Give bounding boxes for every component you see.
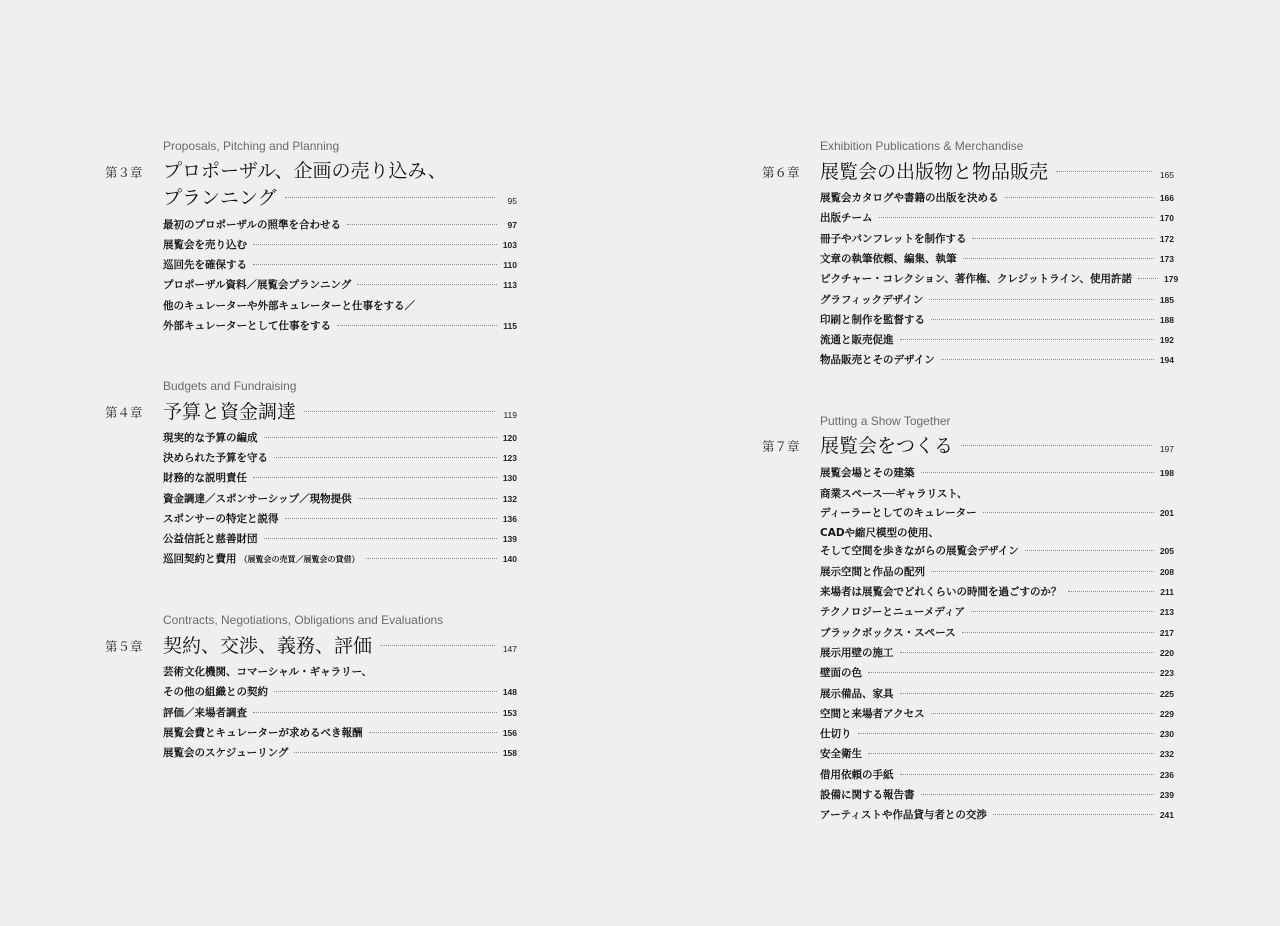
toc-entry[interactable] xyxy=(820,543,1174,558)
chapter-7-page: 197 xyxy=(1159,444,1174,454)
leader-dots xyxy=(357,284,497,285)
toc-entry-page: 132 xyxy=(502,494,517,504)
leader-dots xyxy=(931,571,1154,572)
toc-entry[interactable] xyxy=(820,625,1174,640)
leader-dots xyxy=(963,258,1154,259)
toc-entry-page: 208 xyxy=(1159,567,1174,577)
toc-entry-page: 225 xyxy=(1159,689,1174,699)
toc-entry[interactable] xyxy=(163,705,517,720)
toc-entry-label: スポンサーの特定と説得 xyxy=(163,513,279,525)
toc-entry[interactable] xyxy=(820,505,1174,520)
toc-entry-label: 展覧会費とキュレーターが求めるべき報酬 xyxy=(163,727,363,739)
toc-entry-label: 財務的な説明責任 xyxy=(163,472,247,484)
leader-dots xyxy=(264,538,497,539)
leader-dots xyxy=(929,299,1153,300)
chapter-5-english-title: Contracts, Negotiations, Obligations and Evaluations xyxy=(163,613,444,627)
toc-entry-page: 139 xyxy=(502,534,517,544)
toc-entry-page: 123 xyxy=(502,453,517,463)
toc-entry-label: 展覧会のスケジューリング xyxy=(163,747,289,759)
toc-entry-label: 流通と販売促進 xyxy=(820,334,894,346)
toc-entry[interactable] xyxy=(820,604,1174,619)
chapter-6-page: 165 xyxy=(1159,170,1174,180)
toc-entry-page: 241 xyxy=(1159,810,1174,820)
toc-entry-page: 220 xyxy=(1159,648,1174,658)
toc-entry[interactable] xyxy=(163,298,415,313)
toc-entry[interactable] xyxy=(163,318,517,333)
chapter-3-english-title: Proposals, Pitching and Planning xyxy=(163,139,340,153)
toc-entry-page: 223 xyxy=(1159,668,1174,678)
toc-entry-label: 資金調達／スポンサーシップ／現物提供 xyxy=(163,493,352,505)
toc-entry-label: 最初のプロポーザルの照準を合わせる xyxy=(163,219,341,231)
toc-entry[interactable] xyxy=(163,430,517,445)
toc-entry-label: 物品販売とそのデザイン xyxy=(820,354,935,366)
toc-entry-label: ブラックボックス・スペース xyxy=(820,627,956,639)
toc-entry-page: 97 xyxy=(507,220,517,230)
toc-entry[interactable] xyxy=(820,564,1174,579)
toc-entry[interactable] xyxy=(163,217,517,232)
leader-dots xyxy=(921,472,1154,473)
leader-dots xyxy=(337,325,497,326)
leader-dots xyxy=(858,733,1154,734)
chapter-4-page: 119 xyxy=(503,410,517,420)
toc-entry[interactable] xyxy=(820,486,967,501)
leader-dots xyxy=(1068,591,1155,592)
leader-dots xyxy=(962,632,1154,633)
toc-entry-label: その他の組織との契約 xyxy=(163,686,268,698)
leader-dots xyxy=(285,518,497,519)
toc-entry-note: （展覧会の売買／展覧会の貸借） xyxy=(239,555,360,564)
toc-entry-label: 商業スペース──ギャラリスト、 xyxy=(820,488,968,500)
leader-dots xyxy=(274,457,497,458)
toc-entry-page: 192 xyxy=(1159,335,1174,345)
toc-entry-page: 232 xyxy=(1159,749,1174,759)
chapter-5-title-line[interactable] xyxy=(163,631,517,658)
toc-entry-label: 安全衛生 xyxy=(820,748,862,760)
leader-dots xyxy=(1056,171,1152,172)
toc-entry[interactable] xyxy=(820,332,1174,347)
toc-entry[interactable] xyxy=(820,584,1174,599)
toc-entry[interactable] xyxy=(820,746,1174,761)
toc-entry-page: 205 xyxy=(1159,546,1174,556)
leader-dots xyxy=(879,217,1154,218)
chapter-5-page: 147 xyxy=(502,644,517,654)
leader-dots xyxy=(868,753,1154,754)
toc-entry-label: そして空間を歩きながらの展覧会デザイン xyxy=(820,545,1019,557)
leader-dots xyxy=(941,359,1154,360)
leader-dots xyxy=(961,445,1152,446)
toc-entry-label: 展示備品、家具 xyxy=(820,688,894,700)
toc-entry-label: CADや縮尺模型の使用、 xyxy=(820,527,940,539)
toc-entry-page: 173 xyxy=(1159,254,1174,264)
leader-dots xyxy=(304,411,495,412)
chapter-3-title-line1[interactable] xyxy=(163,156,447,183)
toc-entry-label: 芸術文化機関、コマーシャル・ギャラリー、 xyxy=(163,666,373,678)
chapter-6-title-line[interactable] xyxy=(820,157,1174,184)
toc-entry-page: 239 xyxy=(1159,790,1174,800)
toc-entry-label: アーティストや作品貸与者との交渉 xyxy=(820,809,987,821)
toc-entry[interactable] xyxy=(820,807,1174,822)
toc-entry-page: 188 xyxy=(1159,315,1174,325)
toc-entry[interactable] xyxy=(820,465,1174,480)
toc-entry[interactable] xyxy=(820,352,1174,367)
toc-entry[interactable] xyxy=(163,551,517,566)
toc-entry-label: 展覧会カタログや書籍の出版を決める xyxy=(820,192,999,204)
leader-dots xyxy=(366,558,497,559)
toc-entry-label: 壁面の色 xyxy=(820,667,862,679)
toc-entry-label: 外部キュレーターとして仕事をする xyxy=(163,320,331,332)
chapter-4-english-title: Budgets and Fundraising xyxy=(163,379,297,393)
toc-entry-label: 空間と来場者アクセス xyxy=(820,708,925,720)
leader-dots xyxy=(868,672,1154,673)
leader-dots xyxy=(900,774,1154,775)
toc-entry-page: 110 xyxy=(503,260,517,270)
toc-entry[interactable] xyxy=(820,312,1174,327)
chapter-5-number: 第５章 xyxy=(105,639,143,654)
toc-entry[interactable] xyxy=(163,725,517,740)
toc-entry-page: 156 xyxy=(502,728,517,738)
toc-entry[interactable] xyxy=(163,237,517,252)
leader-dots xyxy=(253,477,497,478)
toc-entry-page: 140 xyxy=(502,554,517,564)
toc-entry[interactable] xyxy=(820,665,1174,680)
toc-entry[interactable] xyxy=(820,726,1174,741)
chapter-7-title: 展覧会をつくる xyxy=(820,435,954,457)
toc-entry-label: 展覧会場とその建築 xyxy=(820,467,915,479)
leader-dots xyxy=(931,713,1154,714)
toc-entry-page: 179 xyxy=(1164,274,1179,284)
toc-entry-label: グラフィックデザイン xyxy=(820,294,924,306)
toc-entry[interactable] xyxy=(820,271,1179,286)
toc-entry[interactable] xyxy=(820,210,1174,225)
leader-dots xyxy=(971,611,1154,612)
toc-entry-page: 230 xyxy=(1159,729,1174,739)
chapter-5-title: 契約、交渉、義務、評価 xyxy=(163,635,373,657)
right-column xyxy=(762,0,1179,926)
toc-entry-page: 136 xyxy=(502,514,517,524)
toc-entry[interactable] xyxy=(820,525,939,540)
toc-entry-label: 展覧会を売り込む xyxy=(163,239,247,251)
toc-entry[interactable] xyxy=(163,664,372,679)
toc-entry-page: 194 xyxy=(1159,355,1174,365)
toc-entry-label: 巡回先を確保する xyxy=(163,259,247,271)
leader-dots xyxy=(993,814,1154,815)
toc-entry-label: 他のキュレーターや外部キュレーターと仕事をする／ xyxy=(163,300,415,312)
toc-entry[interactable] xyxy=(163,470,517,485)
chapter-4-title: 予算と資金調達 xyxy=(163,401,297,423)
toc-entry-label: ディーラーとしてのキュレーター xyxy=(820,507,977,519)
chapter-3-title-text2: プランニング xyxy=(163,187,277,209)
toc-entry[interactable] xyxy=(163,531,517,546)
leader-dots xyxy=(358,498,497,499)
leader-dots xyxy=(921,794,1154,795)
toc-entry-label: 文章の執筆依頼、編集、執筆 xyxy=(820,253,957,265)
toc-entry[interactable] xyxy=(820,190,1174,205)
toc-entry-page: 113 xyxy=(503,280,517,290)
chapter-6-title: 展覧会の出版物と物品販売 xyxy=(820,161,1049,183)
leader-dots xyxy=(274,691,497,692)
toc-entry[interactable] xyxy=(163,277,517,292)
toc-entry-label: 借用依頼の手紙 xyxy=(820,769,894,781)
leader-dots xyxy=(347,224,497,225)
leader-dots xyxy=(900,339,1154,340)
toc-entry-page: 172 xyxy=(1159,234,1174,244)
toc-entry-label: 展示用壁の施工 xyxy=(820,647,894,659)
leader-dots xyxy=(931,319,1154,320)
toc-entry[interactable] xyxy=(163,745,517,760)
toc-entry-label: プロポーザル資料／展覧会プランニング xyxy=(163,279,352,291)
toc-entry-page: 103 xyxy=(502,240,517,250)
chapter-4-number: 第４章 xyxy=(105,405,143,420)
toc-entry-label: 決められた予算を守る xyxy=(163,452,268,464)
toc-entry-page: 148 xyxy=(502,687,517,697)
leader-dots xyxy=(253,244,497,245)
chapter-6-english-title: Exhibition Publications & Merchandise xyxy=(820,139,1024,153)
toc-entry[interactable] xyxy=(163,257,517,272)
toc-entry-label: 設備に関する報告書 xyxy=(820,789,915,801)
toc-entry-label: 来場者は展覧会でどれくらいの時間を過ごすのか？ xyxy=(820,586,1062,598)
toc-entry-page: 166 xyxy=(1159,193,1174,203)
leader-dots xyxy=(983,512,1154,513)
toc-entry-page: 201 xyxy=(1159,508,1174,518)
leader-dots xyxy=(253,712,497,713)
chapter-3-number: 第３章 xyxy=(105,165,143,180)
leader-dots xyxy=(900,652,1154,653)
leader-dots xyxy=(369,732,497,733)
toc-entry-page: 115 xyxy=(503,321,517,331)
chapter-3-page: 95 xyxy=(507,196,517,206)
leader-dots xyxy=(294,752,496,753)
leader-dots xyxy=(1025,550,1154,551)
toc-entry-label: 巡回契約と費用 xyxy=(163,553,237,565)
toc-entry-label: 展示空間と作品の配列 xyxy=(820,566,925,578)
toc-entry-label: 出版チーム xyxy=(820,212,873,224)
toc-entry[interactable] xyxy=(820,231,1174,246)
leader-dots xyxy=(900,693,1154,694)
leader-dots xyxy=(972,238,1153,239)
toc-entry[interactable] xyxy=(820,686,1174,701)
toc-entry[interactable] xyxy=(163,450,517,465)
toc-entry-page: 158 xyxy=(502,748,517,758)
toc-entry[interactable] xyxy=(163,491,517,506)
toc-entry[interactable] xyxy=(820,706,1174,721)
leader-dots xyxy=(1005,197,1154,198)
toc-entry-label: 印刷と制作を監督する xyxy=(820,314,925,326)
chapter-3-title-line2[interactable] xyxy=(163,183,517,210)
chapter-4-title-line[interactable] xyxy=(163,397,517,424)
toc-entry-label: 冊子やパンフレットを制作する xyxy=(820,233,967,245)
toc-entry-page: 213 xyxy=(1159,607,1174,617)
toc-entry-page: 170 xyxy=(1159,213,1174,223)
toc-entry-page: 229 xyxy=(1159,709,1174,719)
toc-entry-label: ピクチャー・コレクション、著作権、クレジットライン、使用許諾 xyxy=(820,273,1133,285)
toc-entry[interactable] xyxy=(820,645,1174,660)
toc-entry-label: 評価／来場者調査 xyxy=(163,707,247,719)
leader-dots xyxy=(264,437,497,438)
leader-dots xyxy=(253,264,497,265)
toc-entry[interactable] xyxy=(820,787,1174,802)
toc-entry-label: 公益信託と慈善財団 xyxy=(163,533,258,545)
left-column xyxy=(105,0,517,926)
chapter-6-number: 第６章 xyxy=(762,165,800,180)
toc-entry-label: テクノロジーとニューメディア xyxy=(820,606,966,618)
toc-entry-page: 153 xyxy=(502,708,517,718)
toc-entry-label: 仕切り xyxy=(820,728,852,740)
toc-entry-page: 211 xyxy=(1160,587,1174,597)
chapter-7-english-title: Putting a Show Together xyxy=(820,414,951,428)
leader-dots xyxy=(380,645,495,646)
chapter-7-title-line[interactable] xyxy=(820,431,1174,458)
toc-entry-page: 236 xyxy=(1159,770,1174,780)
leader-dots xyxy=(1138,278,1158,279)
toc-entry-label: 現実的な予算の編成 xyxy=(163,432,258,444)
leader-dots xyxy=(285,197,495,198)
toc-entry-page: 217 xyxy=(1159,628,1174,638)
toc-entry[interactable] xyxy=(820,251,1174,266)
toc-entry[interactable] xyxy=(820,292,1174,307)
toc-entry-page: 130 xyxy=(502,473,517,483)
toc-entry[interactable] xyxy=(163,684,517,699)
toc-entry[interactable] xyxy=(163,511,517,526)
chapter-3-title-text1: プロポーザル、企画の売り込み、 xyxy=(163,160,447,182)
toc-entry-page: 185 xyxy=(1159,295,1174,305)
chapter-7-number: 第７章 xyxy=(762,439,800,454)
toc-entry[interactable] xyxy=(820,767,1174,782)
toc-entry-page: 120 xyxy=(502,433,517,443)
toc-entry-page: 198 xyxy=(1159,468,1174,478)
